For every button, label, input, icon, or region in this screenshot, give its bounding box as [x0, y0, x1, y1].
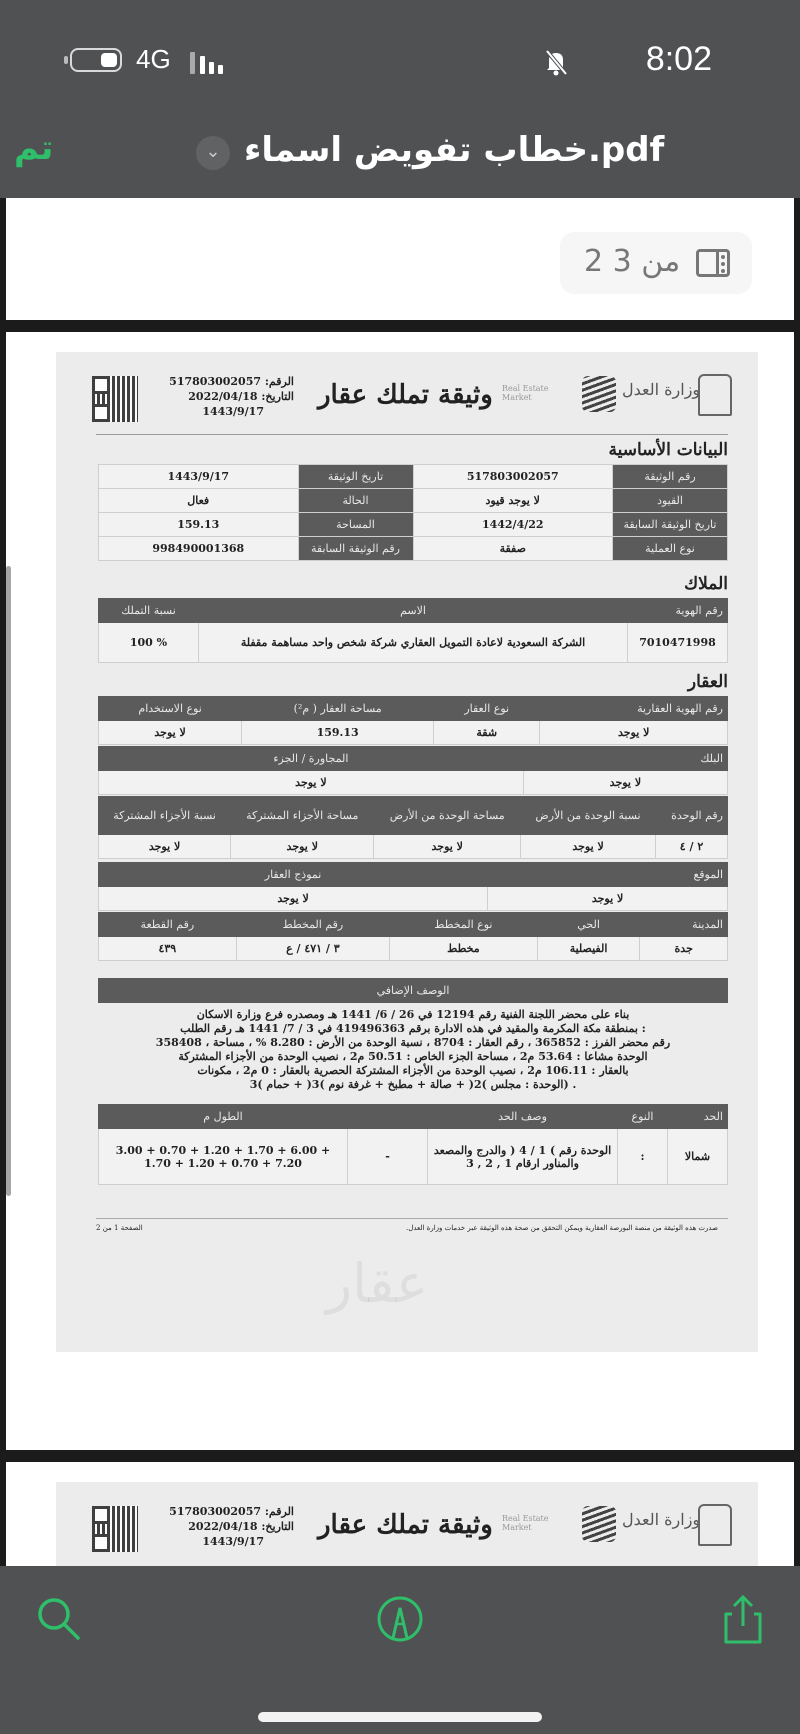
- basic-value: فعال: [99, 489, 299, 513]
- table-header-row: [99, 913, 728, 937]
- date-label: التاريخ:: [261, 1520, 294, 1533]
- basic-info-title: البيانات الأساسية: [608, 440, 728, 460]
- property-value-cell: لا يوجد: [231, 835, 374, 859]
- table-row: [99, 537, 728, 561]
- owner-id: 7010471998: [628, 623, 728, 663]
- basic-label: نوع العملية: [613, 537, 728, 561]
- table-row: [99, 489, 728, 513]
- basic-value: 1442/4/22: [413, 513, 613, 537]
- status-bar: [0, 38, 800, 78]
- page-indicator-label: 2 من 3: [584, 244, 681, 279]
- property-header-cell: نموذج العقار: [99, 863, 488, 887]
- ministry-logo-text: وزارة العدل: [622, 1510, 701, 1529]
- basic-value: 1443/9/17: [99, 465, 299, 489]
- property-value-cell: لا يوجد: [99, 887, 488, 911]
- owners-header-name: الاسم: [199, 599, 628, 623]
- boundary-header-side: الحد: [668, 1105, 728, 1129]
- top-bar: [0, 0, 800, 198]
- date-gregorian: 2022/04/18: [188, 390, 258, 403]
- property-value-cell: شقة: [434, 721, 540, 745]
- table-row: [99, 465, 728, 489]
- property-header-cell: رقم المخطط: [236, 913, 389, 937]
- property-header-cell: نوع الاستخدام: [99, 697, 242, 721]
- basic-label: القيود: [613, 489, 728, 513]
- property-header-cell: رقم الهوية العقارية: [540, 697, 728, 721]
- property-value-cell: لا يوجد: [488, 887, 728, 911]
- table-row: [99, 513, 728, 537]
- bottom-toolbar: [0, 1566, 800, 1734]
- property-header-cell: مساحة الوحدة من الأرض: [374, 797, 521, 835]
- property-value-cell: لا يوجد: [99, 771, 524, 795]
- table-header-row: [99, 697, 728, 721]
- table-row: [99, 887, 728, 911]
- boundary-header-length: الطول م: [99, 1105, 348, 1129]
- description-line: . (الوحدة : مجلس )2( + صالة + مطبخ + غرفة نوم )3( + حمام )3: [249, 1078, 577, 1091]
- bell-muted-icon: [544, 48, 568, 76]
- markup-icon[interactable]: [375, 1594, 425, 1644]
- table-header-row: [99, 747, 728, 771]
- property-value-cell: لا يوجد: [523, 771, 727, 795]
- property-table-5: [98, 912, 728, 961]
- property-table-2: [98, 746, 728, 795]
- date-gregorian: 2022/04/18: [188, 1520, 258, 1533]
- divider: [96, 434, 728, 435]
- property-header-cell: رقم القطعة: [99, 913, 237, 937]
- property-header-cell: الحي: [537, 913, 640, 937]
- property-value-cell: لا يوجد: [99, 835, 231, 859]
- logos-next: [502, 1504, 732, 1550]
- number-label: الرقم:: [264, 375, 294, 388]
- battery-icon: [70, 48, 122, 72]
- page-indicator[interactable]: [560, 232, 752, 294]
- table-row: [99, 721, 728, 745]
- description-line: بالعقار : 106.11 م2 ، نصيب الوحدة من الأجزاء المشتركة الحصرية بالعقار : 0 م2 ، مكونات: [197, 1064, 629, 1077]
- document-footer: [96, 1224, 718, 1232]
- basic-value: 998490001368: [99, 537, 299, 561]
- property-table-4: [98, 862, 728, 911]
- watermark: عقار: [326, 1252, 429, 1315]
- basic-info-table: [98, 464, 728, 561]
- boundary-type: :: [618, 1129, 668, 1185]
- clock: 8:02: [645, 40, 712, 78]
- document-header-next: [56, 1482, 758, 1552]
- basic-value: لا يوجد قيود: [413, 489, 613, 513]
- basic-label: المساحة: [298, 513, 413, 537]
- number-value: 517803002057: [169, 1505, 262, 1518]
- footer-divider: [96, 1218, 728, 1219]
- basic-label: تاريخ الوثيقة السابقة: [613, 513, 728, 537]
- property-title: العقار: [687, 672, 728, 692]
- property-value-cell: لا يوجد: [540, 721, 728, 745]
- additional-description-header: [98, 978, 728, 1003]
- property-header-cell: نوع العقار: [434, 697, 540, 721]
- document-header: [56, 352, 758, 422]
- logos: [502, 374, 732, 420]
- description-line: بناء على محضر اللجنة الفنية رقم 12194 في 26 / 6/ 1441 هـ ومصدره فرع وزارة الاسكان: [196, 1008, 630, 1021]
- table-header-row: [99, 797, 728, 835]
- title-menu-button[interactable]: [196, 136, 230, 170]
- boundary-dash: -: [348, 1129, 428, 1185]
- boundary-header-blank: [348, 1105, 428, 1129]
- date-hijri: 1443/9/17: [202, 405, 264, 418]
- basic-label: الحالة: [298, 489, 413, 513]
- qr-code-next: [92, 1506, 138, 1552]
- property-value-cell: لا يوجد: [374, 835, 521, 859]
- date-hijri: 1443/9/17: [202, 1535, 264, 1548]
- additional-description-title: الوصف الإضافي: [99, 979, 728, 1003]
- boundaries-table: [98, 1104, 728, 1185]
- saudi-map-logo-icon: [582, 1506, 616, 1542]
- footer-note: صدرت هذه الوثيقة من منصة البورصة العقارية ويمكن التحقق من صحة هذه الوثيقة عبر خدمات وزارة العدل.: [406, 1224, 718, 1232]
- next-pdf-page: [6, 1462, 794, 1582]
- basic-label: رقم الوثيقة: [613, 465, 728, 489]
- property-header-cell: البلك: [523, 747, 727, 771]
- boundary-description: الوحدة رقم ) 1 / 4 ( والدرج والمصعد والمناور ارقام 1 , 2 , 3: [428, 1129, 618, 1185]
- property-header-cell: رقم الوحدة: [656, 797, 728, 835]
- property-table-1: [98, 696, 728, 745]
- share-icon[interactable]: [718, 1594, 768, 1644]
- property-value-cell: جدة: [640, 937, 728, 961]
- table-row: [99, 623, 728, 663]
- pdf-page: [6, 332, 794, 1450]
- done-button[interactable]: تم: [14, 128, 54, 168]
- property-value-cell: لا يوجد: [520, 835, 655, 859]
- table-row: [99, 835, 728, 859]
- property-header-cell: نسبة الأجزاء المشتركة: [99, 797, 231, 835]
- property-value-cell: الفيصلية: [537, 937, 640, 961]
- property-header-cell: نوع المخطط: [390, 913, 538, 937]
- previous-page-bottom: [6, 198, 794, 320]
- property-header-cell: الموقع: [488, 863, 728, 887]
- description-line: الوحدة مشاعا : 53.64 م2 ، مساحة الجزء الخاص : 50.51 م2 ، نصيب الوحدة من الأجزاء المشتركة: [178, 1050, 648, 1063]
- property-value-cell: لا يوجد: [99, 721, 242, 745]
- boundary-length: 3.00 + 0.70 + 1.20 + 1.70 + 6.00 + 1.70 + 1.20 + 0.70 + 7.20: [99, 1129, 348, 1185]
- footer-page-number: الصفحة 1 من 2: [96, 1224, 143, 1232]
- home-indicator[interactable]: [258, 1712, 542, 1722]
- qr-code: [92, 376, 138, 422]
- boundary-header-description: وصف الحد: [428, 1105, 618, 1129]
- property-value-cell: ٤٣٩: [99, 937, 237, 961]
- real-estate-market-logo: Real Estate Market: [502, 384, 549, 402]
- document-title[interactable]: خطاب تفويض اسماء.pdf: [244, 130, 665, 170]
- number-value: 517803002057: [169, 375, 262, 388]
- property-value-cell: ٢ / ٤: [656, 835, 728, 859]
- table-header-row: [99, 863, 728, 887]
- table-row: [99, 1129, 728, 1185]
- basic-label: تاريخ الوثيقة: [298, 465, 413, 489]
- property-header-cell: مساحة الأجزاء المشتركة: [231, 797, 374, 835]
- owner-name: الشركة السعودية لاعادة التمويل العقاري شركة شخص واحد مساهمة مقفلة: [199, 623, 628, 663]
- description-line: : بمنطقة مكة المكرمة والمقيد في هذه الادارة برقم 419496363 في 3 / 7/ 1441 هـ رقم الطلب: [180, 1022, 646, 1035]
- property-value-cell: مخطط: [390, 937, 538, 961]
- emblem-icon: [698, 1504, 732, 1546]
- additional-description-text: [98, 1008, 728, 1092]
- property-header-cell: مساحة العقار ( م²): [242, 697, 434, 721]
- saudi-map-logo-icon: [582, 376, 616, 412]
- signal-icon: [190, 48, 230, 74]
- property-header-cell: نسبة الوحدة من الأرض: [520, 797, 655, 835]
- table-row: [99, 771, 728, 795]
- document-meta: [169, 374, 294, 419]
- document-meta-next: [169, 1504, 294, 1549]
- owners-title: الملاك: [684, 574, 728, 594]
- owner-share: % 100: [99, 623, 199, 663]
- date-label: التاريخ:: [261, 390, 294, 403]
- owners-header-id: رقم الهوية: [628, 599, 728, 623]
- property-value-cell: ٣ / ٤٧١ / ع: [236, 937, 389, 961]
- battery-tip: [64, 56, 68, 64]
- document-scan: [56, 352, 758, 1352]
- basic-value: 159.13: [99, 513, 299, 537]
- nav-bar: [0, 126, 800, 180]
- sidebar-toggle-icon: [696, 249, 730, 277]
- number-label: الرقم:: [264, 1505, 294, 1518]
- table-row: [99, 937, 728, 961]
- owners-header-share: نسبة التملك: [99, 599, 199, 623]
- ministry-logo-text: وزارة العدل: [622, 380, 701, 399]
- boundary-side: شمالا: [668, 1129, 728, 1185]
- document-title-heading: وثيقة تملك عقار: [318, 380, 493, 410]
- boundary-header-type: النوع: [618, 1105, 668, 1129]
- search-icon[interactable]: [34, 1594, 84, 1644]
- owners-table: [98, 598, 728, 663]
- property-header-cell: المجاورة / الجزء: [99, 747, 524, 771]
- chevron-down-icon: ⌄: [205, 141, 221, 162]
- basic-value: 517803002057: [413, 465, 613, 489]
- document-title-heading-next: وثيقة تملك عقار: [318, 1510, 493, 1540]
- basic-label: رقم الوثيقة السابقة: [298, 537, 413, 561]
- network-type: 4G: [136, 44, 171, 74]
- real-estate-market-logo: Real Estate Market: [502, 1514, 549, 1532]
- property-header-cell: المدينة: [640, 913, 728, 937]
- emblem-icon: [698, 374, 732, 416]
- property-table-3: [98, 796, 728, 859]
- scrollbar[interactable]: [6, 566, 11, 1196]
- basic-value: صفقة: [413, 537, 613, 561]
- description-line: رقم محضر الفرز : 365852 ، رقم العقار : 8704 ، نسبة الوحدة من الأرض : 8.280 % ، مساحة ، 358408: [155, 1036, 671, 1049]
- property-value-cell: 159.13: [242, 721, 434, 745]
